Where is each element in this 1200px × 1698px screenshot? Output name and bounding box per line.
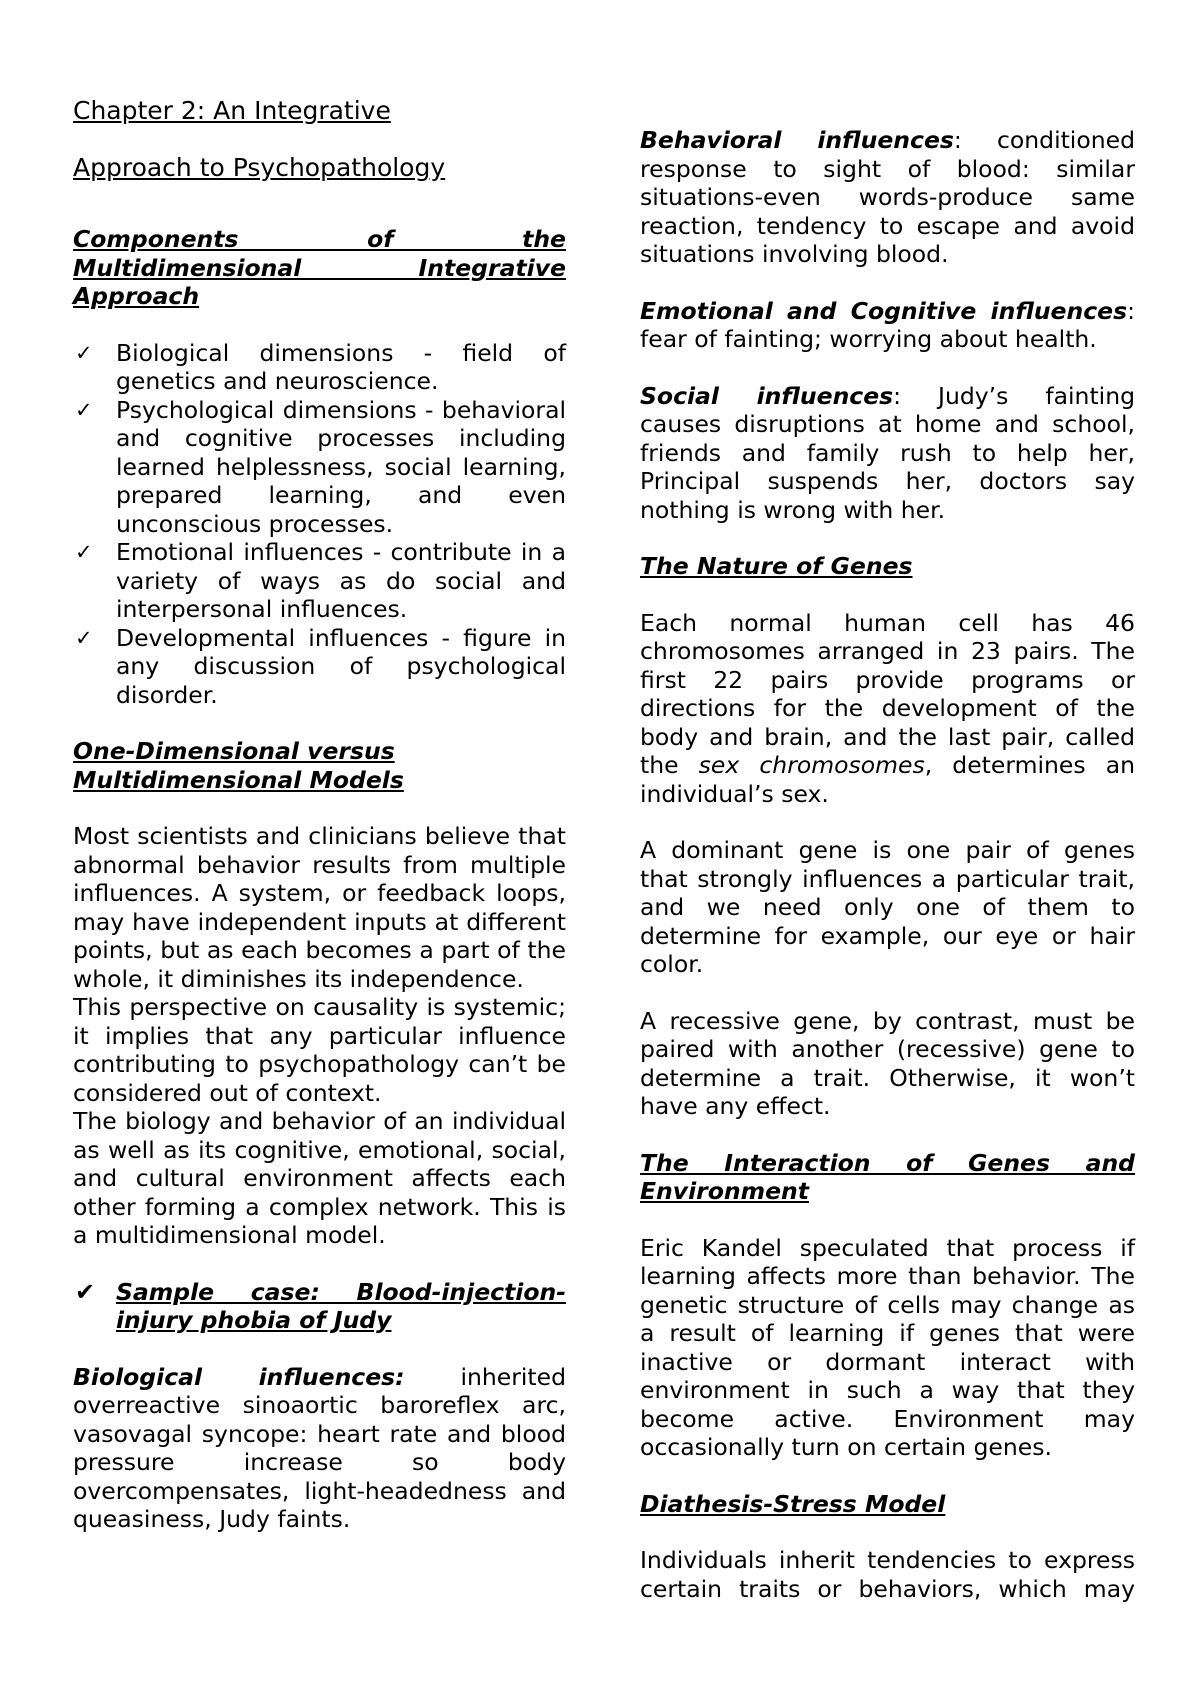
biological-influences-text: inherited overreactive sinoaortic baroreflex arc, vasovagal syncope: heart rate and blood pressure increase so body overcompensates, light-headedness and queasiness, Judy faints. — [73, 1362, 566, 1533]
genes-paragraph-1-text-b: , determines an individual’s sex. — [640, 751, 1135, 808]
models-heading-line-1: One-Dimensional versus — [73, 737, 395, 765]
components-heading-line-1: Components of the — [73, 225, 566, 253]
emotional-influences-paragraph — [640, 297, 1135, 354]
models-paragraph-1: Most scientists and clinicians believe that abnormal behavior results from multiple influences. A system, or feedback loops, may have independent inputs at different points, but as each becomes a part of the whole, it diminishes its independence. — [73, 822, 566, 993]
interaction-heading: The Interaction of Genes and Environment — [640, 1148, 1135, 1205]
chapter-title-line-2: Approach to Psychopathology — [73, 153, 446, 182]
interaction-paragraph: Eric Kandel speculated that process if learning affects more than behavior. The genetic structure of cells may change as a result of learning if genes that were inactive or dormant interact with environment in such a way that they become active. Environment may occasionally turn on certain genes. — [640, 1233, 1135, 1461]
biological-influences-paragraph — [73, 1363, 566, 1534]
check-icon: ✓ — [75, 340, 93, 365]
components-heading-line-2: Multidimensional Integrative — [73, 253, 566, 282]
list-item-text: Biological dimensions - field of genetics and neuroscience. — [116, 338, 566, 395]
sample-case-heading — [73, 1278, 566, 1335]
behavioral-influences-text: : conditioned response to sight of blood: similar situations-even words-produce same reaction, tendency to escape and avoid situations involving blood. — [640, 126, 1135, 268]
emotional-influences-label: Emotional and Cognitive influences — [640, 296, 1128, 325]
biological-influences-label: Biological influences: — [73, 1362, 405, 1391]
list-item-text: Developmental influences - figure in any discussion of psychological disorder. — [116, 623, 566, 709]
diathesis-heading: Diathesis-Stress Model — [640, 1489, 946, 1518]
behavioral-influences-label: Behavioral influences — [640, 126, 954, 154]
list-item — [73, 396, 566, 539]
check-icon: ✔ — [75, 1277, 96, 1306]
genes-paragraph-1-text-a: Each normal human cell has 46 chromosomes arranged in 23 pairs. The first 22 pairs provide programs or directions for the development of the body and brain, and the last pair, called the — [640, 608, 1135, 779]
behavioral-influences-paragraph — [640, 126, 1135, 269]
emotional-influences-text: : fear of fainting; worrying about health. — [640, 296, 1135, 353]
social-influences-paragraph — [640, 382, 1135, 525]
list-item — [73, 624, 566, 710]
check-icon: ✓ — [75, 397, 93, 422]
genes-paragraph-1 — [640, 609, 1135, 809]
models-paragraph-3: The biology and behavior of an individual as well as its cognitive, emotional, social, and cultural environment affects each other forming a complex network. This is a multidimensional model. — [73, 1107, 566, 1249]
social-influences-label: Social influences — [640, 381, 894, 410]
list-item — [73, 339, 566, 396]
list-item — [73, 538, 566, 624]
models-paragraph-2: This perspective on causality is systemic; it implies that any particular influence contributing to psychopathology can’t be considered out of context. — [73, 993, 566, 1107]
genes-heading: The Nature of Genes — [640, 552, 913, 580]
left-column — [73, 96, 566, 1534]
sample-case-heading-text: Sample case: Blood-injection-injury phobia of Judy — [116, 1277, 566, 1334]
chapter-title-line-1: Chapter 2: An Integrative — [73, 96, 391, 125]
genes-paragraph-3: A recessive gene, by contrast, must be paired with another (recessive) gene to determine a trait. Otherwise, it won’t have any effect. — [640, 1006, 1135, 1120]
list-item-text: Psychological dimensions - behavioral and cognitive processes including learned helplessness, social learning, prepared learning, and even unconscious processes. — [116, 395, 566, 538]
right-column — [640, 126, 1135, 1603]
list-item-text: Emotional influences - contribute in a variety of ways as do social and interpersonal influences. — [116, 538, 566, 623]
genes-paragraph-2: A dominant gene is one pair of genes that strongly influences a particular trait, and we need only one of them to determine for example, our eye or hair color. — [640, 836, 1135, 978]
components-heading-line-3: Approach — [73, 282, 200, 310]
sex-chromosomes-term: sex chromosomes — [698, 751, 925, 779]
models-heading-line-2: Multidimensional Models — [73, 765, 404, 794]
diathesis-paragraph: Individuals inherit tendencies to express certain traits or behaviors, which may — [640, 1546, 1135, 1603]
check-icon: ✓ — [75, 625, 93, 650]
check-icon: ✓ — [75, 540, 93, 564]
social-influences-text: : Judy’s fainting causes disruptions at home and school, friends and family rush to help her, Principal suspends her, doctors say nothing is wrong with her. — [640, 381, 1136, 524]
components-list — [73, 339, 566, 710]
